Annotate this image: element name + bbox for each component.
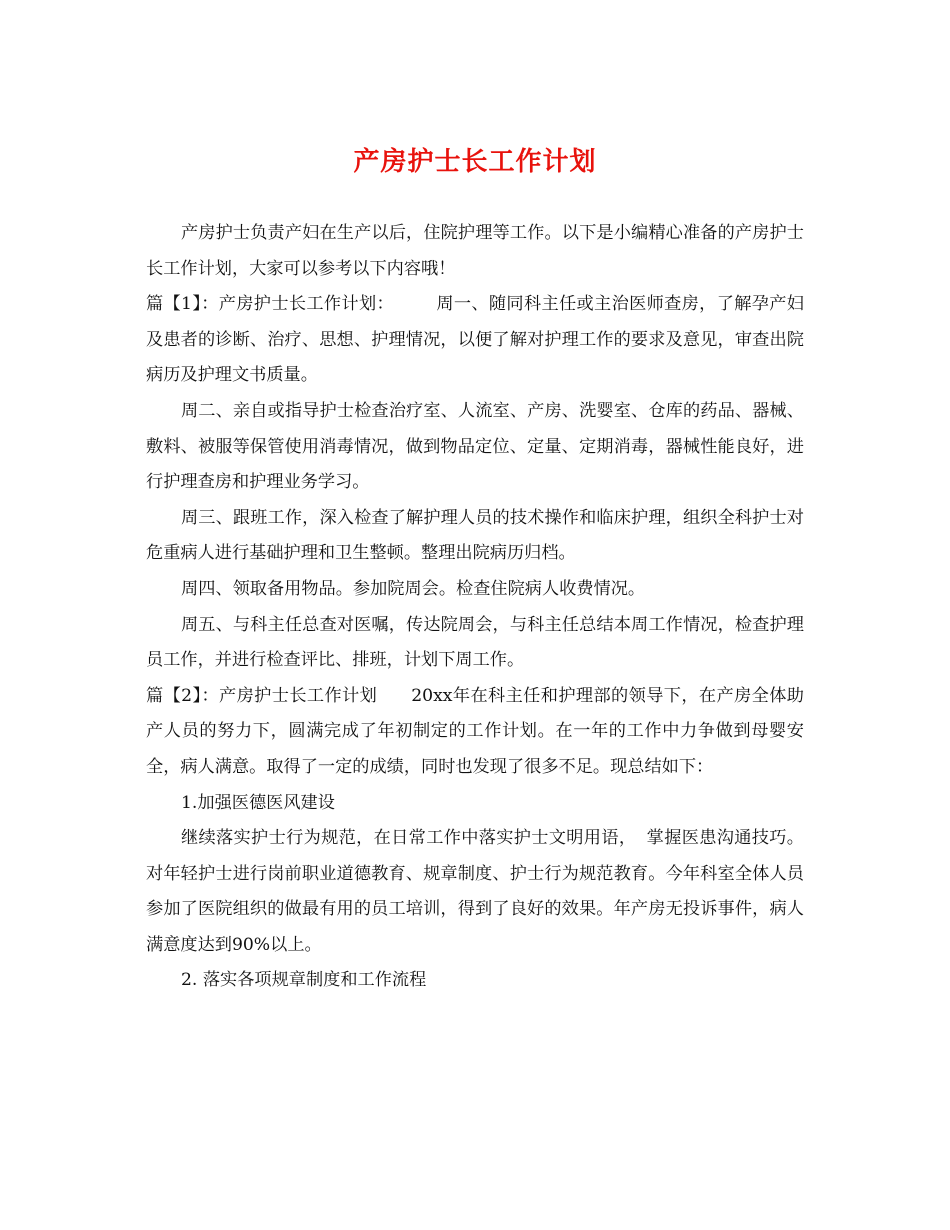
part2-paragraph — [146, 679, 804, 786]
friday-paragraph: 周五、与科主任总查对医嘱，传达院周会，与科主任总结本周工作情况，检查护理员工作，并进行检查评比、排班，计划下周工作。 — [146, 614, 804, 671]
part1-paragraph — [146, 287, 804, 394]
part2-text: 20xx年在科主任和护理部的领导下，在产房全体助产人员的努力下，圆满完成了年初制定的工作计划。在一年的工作中力争做到母婴安全，病人满意。取得了一定的成绩，同时也发现了很多不足。现总结如下： — [146, 685, 804, 777]
wednesday-paragraph: 周三、跟班工作，深入检查了解护理人员的技术操作和临床护理，组织全科护士对危重病人进行基础护理和卫生整顿。整理出院病历归档。 — [146, 507, 804, 564]
intro-paragraph: 产房护士负责产妇在生产以后，住院护理等工作。以下是小编精心准备的产房护士长工作计划，大家可以参考以下内容哦！ — [146, 223, 804, 279]
document-body — [146, 216, 804, 999]
section1-heading: 1.加强医德医风建设 — [181, 792, 335, 813]
section1-text-b: 掌握医患沟通技巧。对年轻护士进行岗前职业道德教育、规章制度、护士行为规范教育。今年科室全体人员参加了医院组织的做最有用的员工培训，得到了良好的效果。年产房无投诉事件，病人满意度达到90%以上。 — [146, 828, 804, 955]
part2-heading: 篇【2】：产房护士长工作计划 — [146, 685, 378, 706]
document-title: 产房护士长工作计划 — [353, 147, 597, 177]
part1-heading: 篇【1】：产房护士长工作计划： — [146, 294, 394, 315]
section1-text-a: 继续落实护士行为规范，在日常工作中落实护士文明用语， — [181, 828, 637, 849]
tuesday-paragraph: 周二、亲自或指导护士检查治疗室、人流室、产房、洗婴室、仓库的药品、器械、敷料、被服等保管使用消毒情况，做到物品定位、定量、定期消毒，器械性能良好，进行护理查房和护理业务学习。 — [146, 400, 804, 493]
thursday-paragraph: 周四、领取备用物品。参加院周会。检查住院病人收费情况。 — [181, 578, 646, 599]
section2-heading: 2. 落实各项规章制度和工作流程 — [181, 970, 427, 991]
section1-paragraph — [146, 821, 804, 963]
part1-text: 周一、随同科主任或主治医师查房，了解孕产妇及患者的诊断、治疗、思想、护理情况，以便了解对护理工作的要求及意见，审查出院病历及护理文书质量。 — [146, 294, 804, 386]
